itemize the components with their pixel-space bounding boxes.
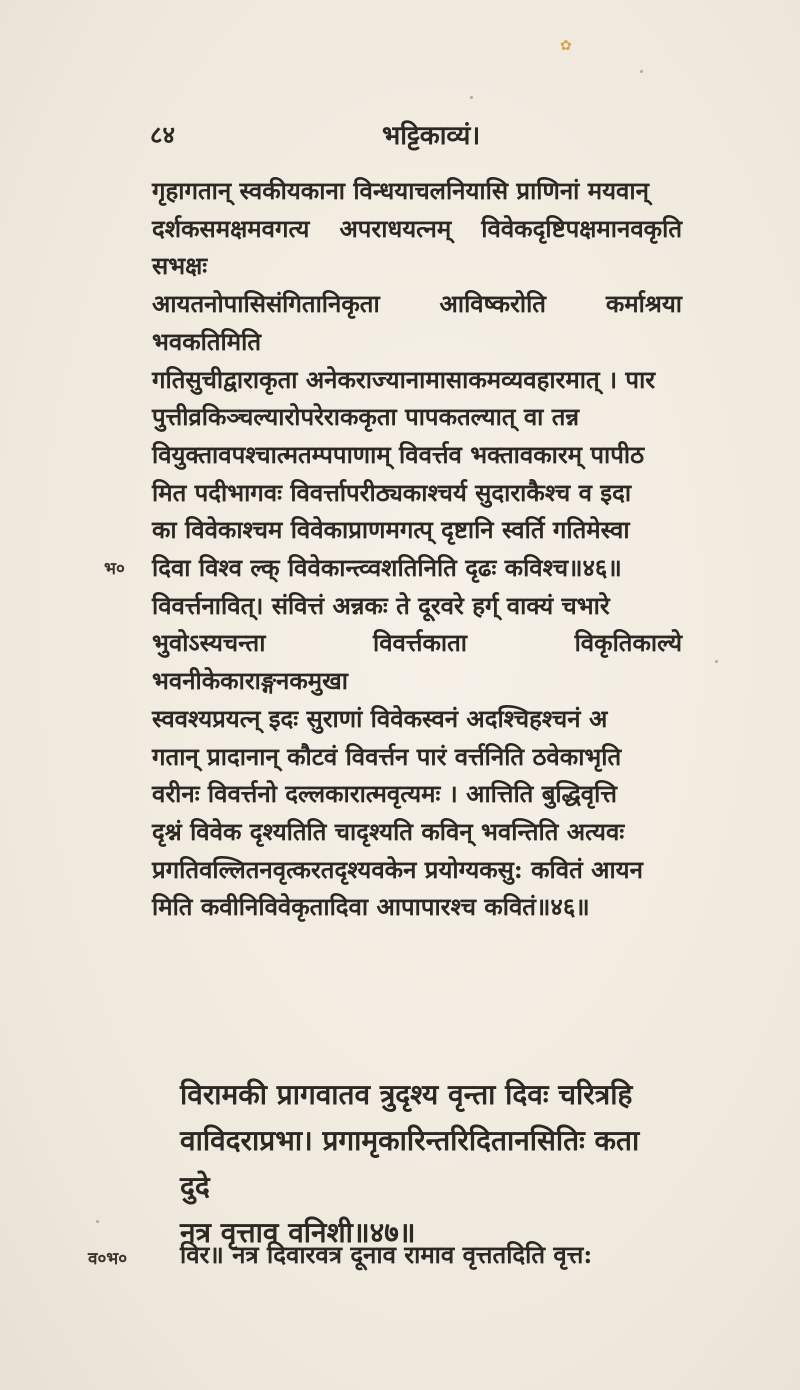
text-line: भुवोऽस्यचन्ता विवर्त्तकाता विकृतिकाल्ये भवनीकेकाराङ्गनकमुखा [152, 628, 682, 696]
verse-block [180, 1072, 650, 1256]
text-line: दृश्नं विवेक दृश्यतिति चादृश्यति कविन् भवन्तिति अत्यवः [152, 816, 625, 846]
text-line: गृहागतान् स्वकीयकाना विन्धयाचलनियासि प्राणिनां मयवान् [152, 176, 649, 205]
text-line: दिवा विश्व ल्क् विवेकान्त्व्वशतिनिति दृढः कविश्च॥४६॥ [152, 553, 622, 583]
margin-note: भ० [104, 559, 125, 579]
text-line: दर्शकसमक्षमवगत्य अपराधयत्नम् विवेकदृष्टिपक्षमानवकृति सभक्षः [152, 213, 682, 281]
text-line: विवर्त्तनावित्। संवित्तं अन्नकः ते दूरवरे हर्ग् वाक्यं चभारे [152, 590, 610, 620]
text-line: आयतनोपासिसंगितानिकृता आविष्करोति कर्माश्रया भवकतिमिति [152, 289, 682, 356]
text-line: गतिसुचीद्वाराकृता अनेकराज्यानामासाकमव्यवहारमात् । पार [152, 364, 656, 394]
text-line: प्रगतिवल्लितनवृत्करतदृश्यवकेन प्रयोग्यकसु: कवितं आयन [152, 854, 643, 884]
page-header [0, 118, 800, 158]
text-line: पुत्तीव्रकिञ्चल्यारोपरेराककृता पापकतल्यात् वा तन्न [152, 402, 580, 432]
running-title: भट्टिकाव्यं। [382, 121, 481, 151]
text-line: मित पदीभागवः विवर्त्तापरीठ्यकाश्चर्य सुदाराकैश्च व इदा [152, 477, 632, 507]
verse-line: वाविदराप्रभा। प्रगामृकारिन्तरिदितानसितिः कता दुदे [180, 1124, 640, 1203]
page-number: ८४ [150, 120, 175, 149]
text-line: गतान् प्रादानान् कौटवं विवर्त्तन पारं वर्त्तनिति ठवेकाभृति [152, 741, 622, 771]
paper-speck [715, 660, 718, 663]
text-line: मिति कवीनिविवेकृतादिवा आपापारश्च कवितं॥४६॥ [152, 892, 590, 922]
printer-mark: ✿ [560, 38, 572, 54]
verse-line: नत्र वृत्ताव वनिशी॥४७॥ [180, 1216, 416, 1249]
paper-speck [640, 70, 643, 73]
margin-note: व०भ० [88, 1249, 128, 1269]
verse-line: विरामकी प्रागवातव त्रुदृश्य वृन्ता दिवः चरित्रहि [180, 1078, 633, 1111]
paper-speck [470, 96, 473, 99]
text-line: का विवेकाश्चम विवेकाप्राणमगत्प् दृष्टानि स्वर्ति गतिमेस्वा [152, 515, 630, 545]
paper-speck [96, 1220, 99, 1223]
commentary-start: विर॥ नत्र दिवारवत्र दूनाव रामाव वृत्ततदिति वृत्त: [180, 1240, 593, 1269]
commentary-block [152, 172, 682, 926]
text-line: वरीनः विवर्त्तनो दल्लकारात्मवृत्यमः । आत्तिति बुद्धिवृत्ति [152, 779, 617, 809]
text-line: वियुक्तावपश्चात्मतम्पपाणाम् विवर्त्तव भक्तावकारम् पापीठ [152, 439, 645, 469]
text-line: स्ववश्यप्रयत्न् इदः सुराणां विवेकस्वनं अदश्चिहश्चनं अ [152, 703, 608, 733]
